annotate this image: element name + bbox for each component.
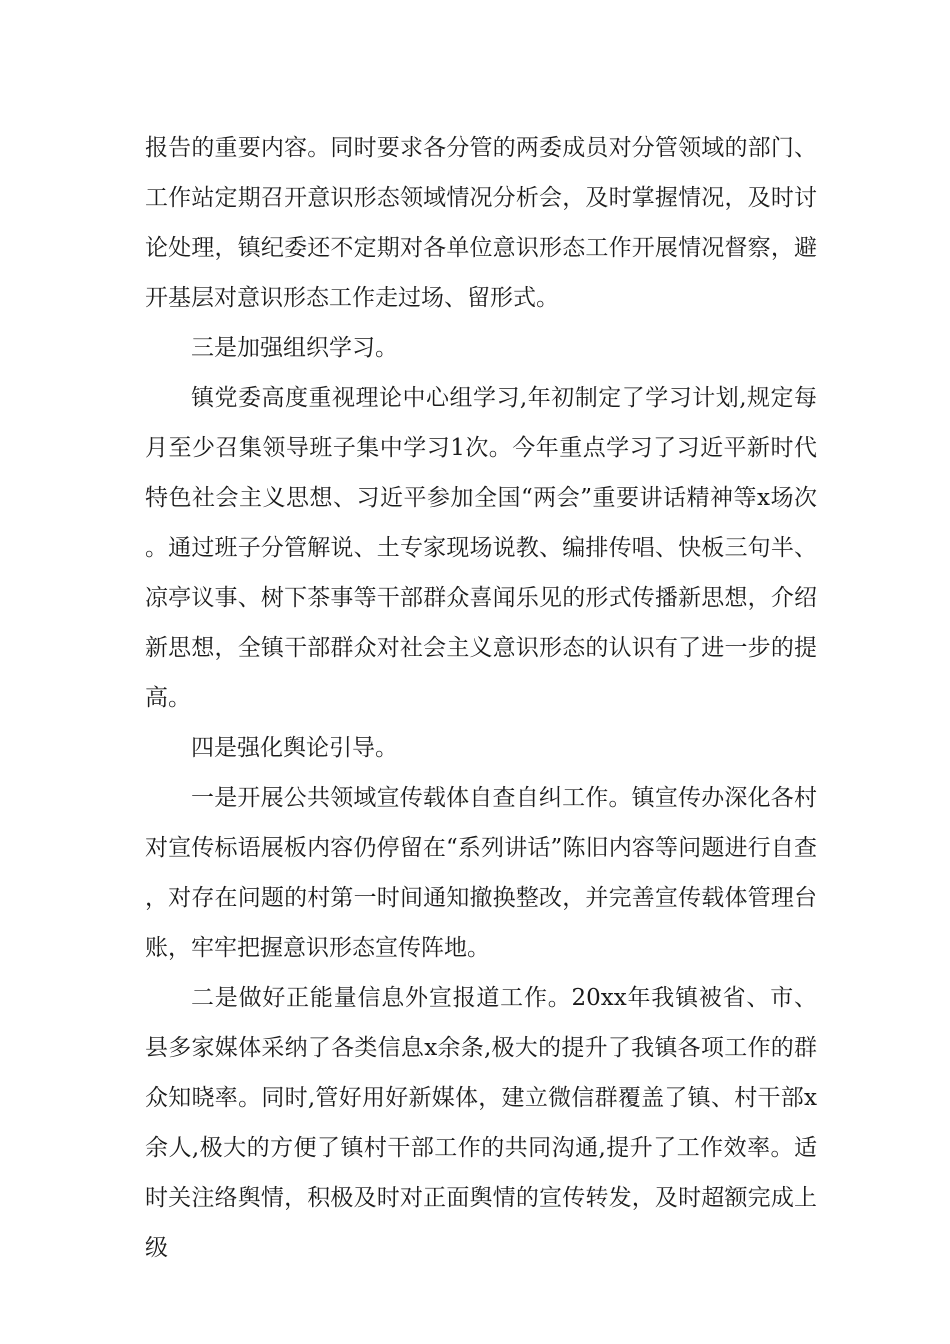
document-body — [145, 123, 817, 1273]
section-heading-4: 四是强化舆论引导。 — [191, 735, 398, 761]
paragraph-6: 二是做好正能量信息外宣报道工作。20xx年我镇被省、市、县多家媒体采纳了各类信息x余条,极大的提升了我镇各项工作的群众知晓率。同时,管好用好新媒体，建立微信群覆盖了镇、村干部x余人,极大的方便了镇村干部工作的共同沟通,提升了工作效率。适时关注络舆情，积极及时对正面舆情的宣传转发，及时超额完成上级 — [145, 985, 817, 1261]
section-heading-3: 三是加强组织学习。 — [191, 335, 398, 361]
paragraph-1: 报告的重要内容。同时要求各分管的两委成员对分管领域的部门、工作站定期召开意识形态领域情况分析会，及时掌握情况，及时讨论处理，镇纪委还不定期对各单位意识形态工作开展情况督察，避开基层对意识形态工作走过场、留形式。 — [145, 135, 817, 311]
paragraph-5: 一是开展公共领域宣传载体自查自纠工作。镇宣传办深化各村对宣传标语展板内容仍停留在“系列讲话”陈旧内容等问题进行自查，对存在问题的村第一时间通知撤换整改，并完善宣传载体管理台账，牢牢把握意识形态宣传阵地。 — [145, 785, 817, 961]
paragraph-3: 镇党委高度重视理论中心组学习,年初制定了学习计划,规定每月至少召集领导班子集中学习1次。今年重点学习了习近平新时代特色社会主义思想、习近平参加全国“两会”重要讲话精神等x场次。通过班子分管解说、土专家现场说教、编排传唱、快板三句半、凉亭议事、树下茶事等干部群众喜闻乐见的形式传播新思想，介绍新思想，全镇干部群众对社会主义意识形态的认识有了进一步的提高。 — [145, 385, 817, 711]
